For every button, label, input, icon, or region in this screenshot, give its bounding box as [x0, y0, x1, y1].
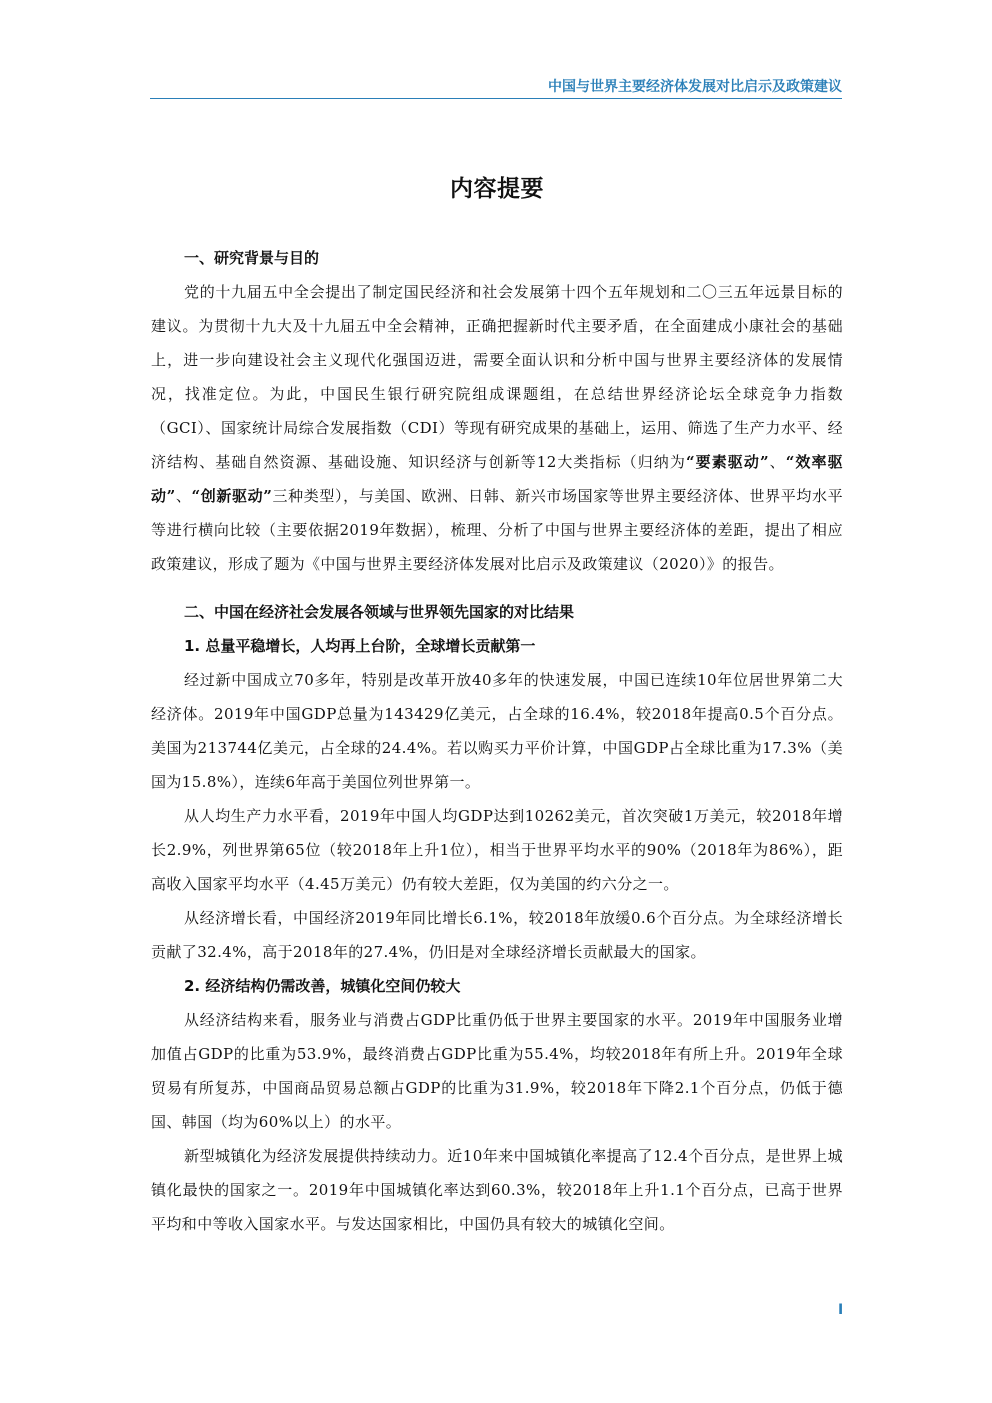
subsection-2-paragraph-1: 从经济结构来看，服务业与消费占GDP比重仍低于世界主要国家的水平。2019年中国服务业增加值占GDP的比重为53.9%，最终消费占GDP比重为55.4%，均较2018年有所上升。2019年全球贸易有所复苏，中国商品贸易总额占GDP的比重为31.9%，较2018年下降2.1个百分点，仍低于德国、韩国（均为60%以上）的水平。: [151, 1011, 843, 1131]
subsection-2-heading: 2. 经济结构仍需改善，城镇化空间仍较大: [184, 977, 461, 995]
driver-factor: “要素驱动”: [685, 453, 769, 471]
running-header: 中国与世界主要经济体发展对比启示及政策建议: [548, 79, 842, 95]
section-1-text-end: 三种类型），与美国、欧洲、日韩、新兴市场国家等世界主要经济体、世界平均水平等进行横向比较（主要依据2019年数据），梳理、分析了中国与世界主要经济体的差距，提出了相应政策建议，形成了题为《中国与世界主要经济体发展对比启示及政策建议（2020）》的报告。: [151, 487, 843, 573]
subsection-1-paragraph-2: 从人均生产力水平看，2019年中国人均GDP达到10262美元，首次突破1万美元，较2018年增长2.9%，列世界第65位（较2018年上升1位），相当于世界平均水平的90%（2018年为86%），距高收入国家平均水平（4.45万美元）仍有较大差距，仅为美国的约六分之一。: [151, 807, 843, 893]
subsection-1-paragraph-3: 从经济增长看，中国经济2019年同比增长6.1%，较2018年放缓0.6个百分点。为全球经济增长贡献了32.4%，高于2018年的27.4%，仍旧是对全球经济增长贡献最大的国家。: [151, 909, 843, 961]
subsection-1-paragraph-1: 经过新中国成立70多年，特别是改革开放40多年的快速发展，中国已连续10年位居世界第二大经济体。2019年中国GDP总量为143429亿美元，占全球的16.4%，较2018年提高0.5个百分点。美国为213744亿美元，占全球的24.4%。若以购买力平价计算，中国GDP占全球比重为17.3%（美国为15.8%），连续6年高于美国位列世界第一。: [151, 671, 843, 791]
subsection-1-heading: 1. 总量平稳增长，人均再上台阶，全球增长贡献第一: [184, 637, 536, 655]
section-1-text-start: 党的十九届五中全会提出了制定国民经济和社会发展第十四个五年规划和二〇三五年远景目标的建议。为贯彻十九大及十九届五中全会精神，正确把握新时代主要矛盾，在全面建成小康社会的基础上，进一步向建设社会主义现代化强国迈进，需要全面认识和分析中国与世界主要经济体的发展情况，找准定位。为此，中国民生银行研究院组成课题组，在总结世界经济论坛全球竞争力指数（GCI）、国家统计局综合发展指数（CDI）等现有研究成果的基础上，运用、筛选了生产力水平、经济结构、基础自然资源、基础设施、知识经济与创新等12大类指标（归纳为: [151, 283, 843, 471]
page-number: I: [838, 1302, 844, 1318]
separator: 、: [175, 487, 192, 505]
header-divider: [150, 98, 842, 99]
page-title: 内容提要: [450, 176, 544, 202]
driver-innovation: “创新驱动”: [191, 487, 273, 505]
section-2-heading: 二、中国在经济社会发展各领域与世界领先国家的对比结果: [184, 603, 575, 621]
subsection-2-paragraph-2: 新型城镇化为经济发展提供持续动力。近10年来中国城镇化率提高了12.4个百分点，是世界上城镇化最快的国家之一。2019年中国城镇化率达到60.3%，较2018年上升1.1个百分点，已高于世界平均和中等收入国家水平。与发达国家相比，中国仍具有较大的城镇化空间。: [151, 1147, 843, 1233]
page-content: [151, 170, 843, 1241]
driver-efficiency: “效率驱动”: [151, 453, 843, 505]
separator: 、: [768, 453, 786, 471]
section-1-paragraph: [151, 275, 843, 581]
section-1-heading: 一、研究背景与目的: [184, 249, 320, 267]
